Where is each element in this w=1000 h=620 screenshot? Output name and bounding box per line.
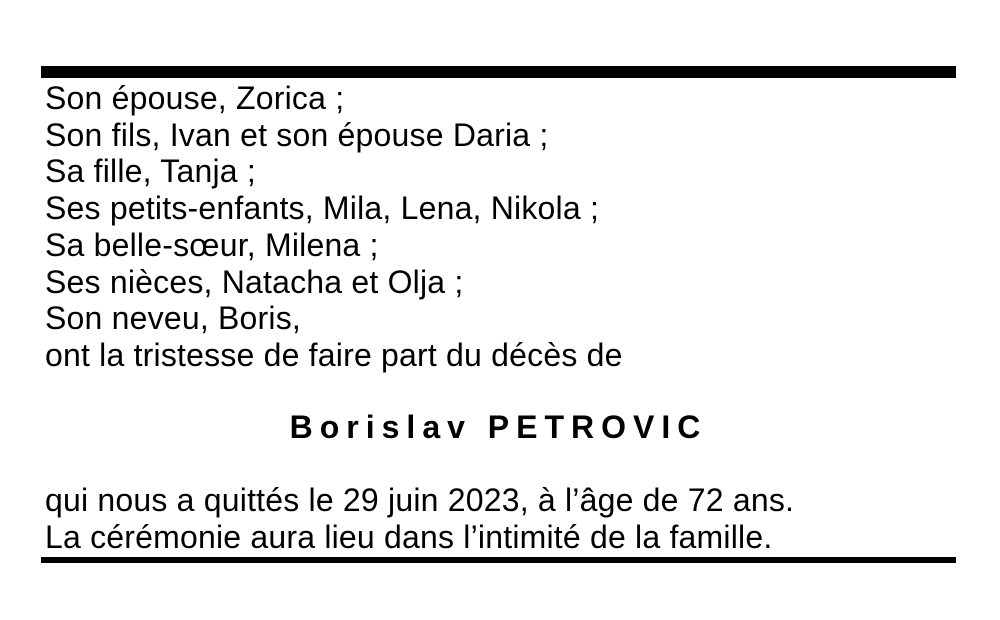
bottom-rule — [41, 557, 956, 563]
closing-lines-block — [45, 482, 970, 555]
family-line: Sa belle-sœur, Milena ; — [45, 226, 379, 263]
family-line: Ses nièces, Natacha et Olja ; — [45, 263, 464, 300]
top-rule — [41, 66, 956, 78]
deceased-name: Borislav PETROVIC — [289, 409, 708, 445]
family-line: Ses petits-enfants, Mila, Lena, Nikola ; — [45, 190, 600, 227]
family-line: Sa fille, Tanja ; — [45, 153, 256, 190]
family-line: Son fils, Ivan et son épouse Daria ; — [45, 116, 549, 153]
family-line: Son épouse, Zorica ; — [45, 80, 345, 116]
family-line-announcement: ont la tristesse de faire part du décès de — [45, 336, 623, 373]
family-lines-block — [45, 80, 970, 374]
closing-line-ceremony: La cérémonie aura lieu dans l’intimité de la famille. — [45, 518, 773, 555]
family-line: Son neveu, Boris, — [45, 300, 301, 337]
closing-line-date: qui nous a quittés le 29 juin 2023, à l’âge de 72 ans. — [45, 482, 795, 518]
